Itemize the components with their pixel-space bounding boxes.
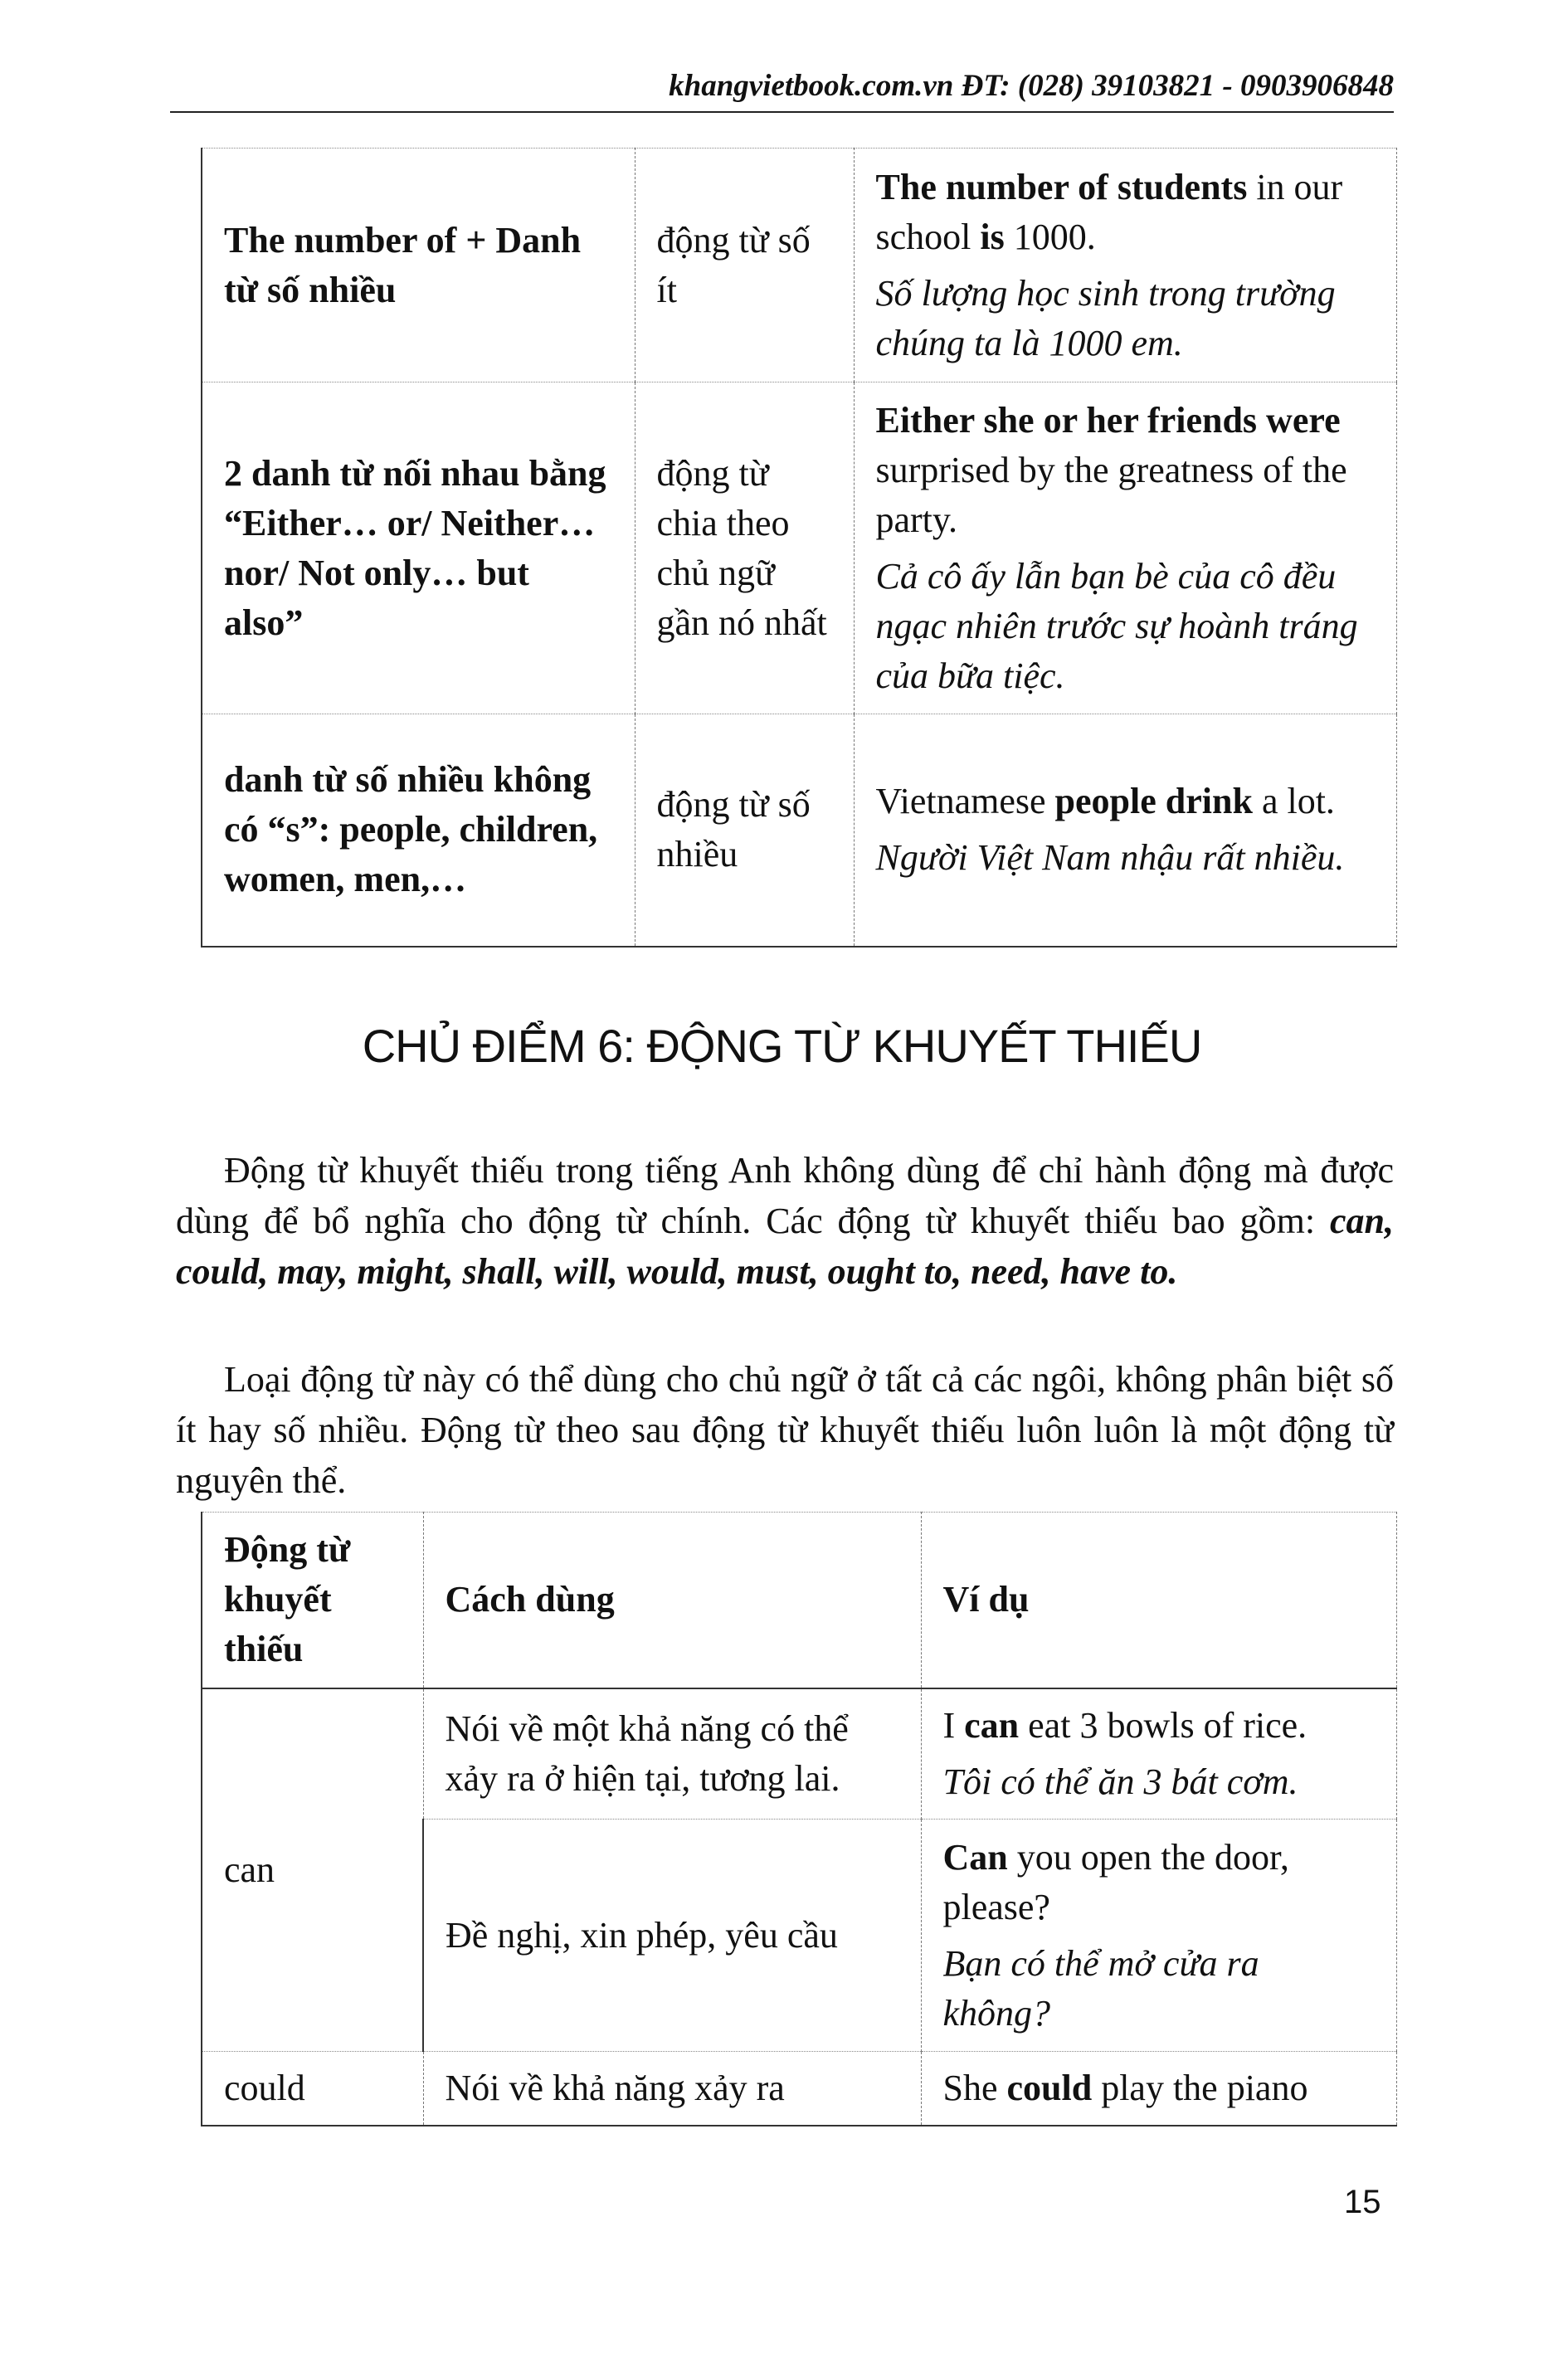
verb-cell: động từ số ít	[635, 149, 854, 382]
table-row	[202, 382, 1396, 714]
verb-cell: động từ chia theo chủ ngữ gần nó nhất	[635, 382, 854, 714]
example-vi: Cả cô ấy lẫn bạn bè của cô đều ngạc nhiên trước sự hoành tráng của bữa tiệc.	[875, 555, 1358, 696]
subject-cell: The number of + Danh từ số nhiều	[202, 149, 635, 382]
table-row	[202, 2052, 1396, 2126]
modal-verb-list: can, could, may, might, shall, will, would, must, ought to, need, have to.	[176, 1201, 1394, 1292]
example-vi: Tôi có thể ăn 3 bát cơm.	[942, 1761, 1298, 1802]
modal-verb-cell: can	[202, 1688, 423, 2052]
example-en-text: 1000.	[1004, 216, 1096, 257]
header-rule	[170, 111, 1394, 113]
example-en-bold: people drink	[1054, 781, 1253, 822]
example-en-text: surprised by the greatness of the party.	[875, 449, 1347, 540]
example-en-bold: Either she or her friends were	[875, 399, 1341, 441]
usage-cell: Nói về một khả năng có thể xảy ra ở hiện tại, tương lai.	[423, 1688, 921, 1820]
example-cell	[854, 382, 1396, 714]
table-header-row	[202, 1513, 1396, 1688]
example-en-text: in our school	[875, 166, 1343, 257]
example-en-text: play the piano	[1092, 2068, 1308, 2108]
verb-cell: động từ số nhiều	[635, 714, 854, 947]
paragraph-text: Động từ khuyết thiếu trong tiếng Anh không dùng để chỉ hành động mà được dùng để bổ nghĩa cho động từ chính. Các động từ khuyết thiếu bao gồm:	[176, 1150, 1394, 1241]
example-vi: Người Việt Nam nhậu rất nhiều.	[875, 837, 1345, 879]
subject-cell: 2 danh từ nối nhau bằng “Either… or/ Neither… nor/ Not only… but also”	[202, 382, 635, 714]
modal-verb-cell: could	[202, 2052, 423, 2126]
example-cell	[921, 1688, 1396, 1820]
example-en-bold: Can	[942, 1836, 1008, 1878]
usage-cell: Đề nghị, xin phép, yêu cầu	[423, 1820, 921, 2052]
example-en-text: you open the door, please?	[942, 1836, 1289, 1927]
example-vi: Bạn có thể mở cửa ra không?	[942, 1942, 1259, 2034]
example-cell	[921, 1820, 1396, 2052]
usage-cell: Nói về khả năng xảy ra	[423, 2052, 921, 2126]
example-en-text: I	[942, 1704, 965, 1746]
example-cell	[854, 149, 1396, 382]
subject-verb-table	[201, 148, 1397, 948]
table-row	[202, 1688, 1396, 1820]
section-heading: CHỦ ĐIỂM 6: ĐỘNG TỪ KHUYẾT THIẾU	[362, 1020, 1202, 1072]
table-row	[202, 149, 1396, 382]
example-en-text: eat 3 bowls of rice.	[1019, 1704, 1307, 1746]
table-row	[202, 714, 1396, 947]
example-en-text: Vietnamese	[875, 781, 1055, 822]
example-en-bold: is	[980, 216, 1005, 257]
modal-verb-table	[201, 1512, 1397, 2126]
example-en-bold: can	[964, 1704, 1020, 1746]
page-number: 15	[1344, 2184, 1381, 2220]
example-en-text: a lot.	[1252, 781, 1335, 822]
example-cell	[854, 714, 1396, 947]
subject-cell: danh từ số nhiều không có “s”: people, children, women, men,…	[202, 714, 635, 947]
example-en-bold: The number of students	[875, 166, 1248, 207]
example-vi: Số lượng học sinh trong trường chúng ta là 1000 em.	[875, 272, 1336, 363]
page-header: khangvietbook.com.vn ĐT: (028) 39103821 - 0903906848	[669, 69, 1394, 103]
paragraph-intro	[176, 1145, 1394, 1297]
header-example: Ví dụ	[921, 1513, 1396, 1688]
header-usage: Cách dùng	[423, 1513, 921, 1688]
example-en-bold: could	[1006, 2068, 1093, 2108]
paragraph-usage: Loại động từ này có thể dùng cho chủ ngữ ở tất cả các ngôi, không phân biệt số ít hay số nhiều. Động từ theo sau động từ khuyết thiếu luôn luôn là một động từ nguyên thể.	[176, 1359, 1394, 1501]
example-cell	[921, 2052, 1396, 2126]
example-en-text: She	[942, 2068, 1007, 2108]
header-modal-verb: Động từ khuyết thiếu	[202, 1513, 423, 1688]
